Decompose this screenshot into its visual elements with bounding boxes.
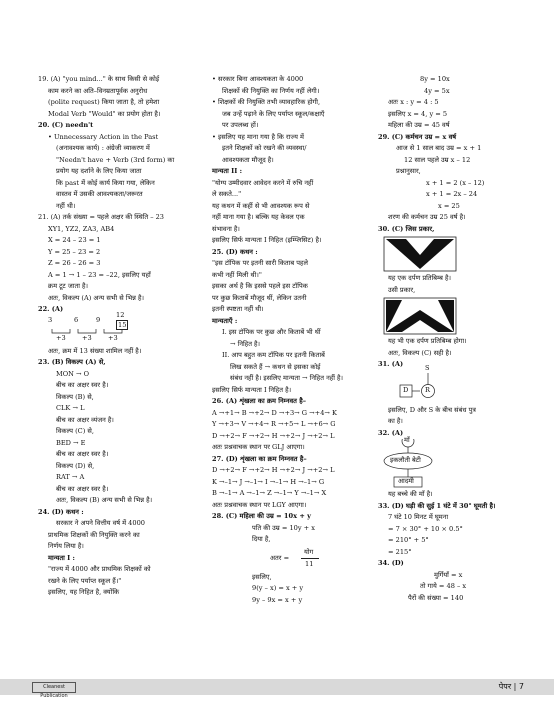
text-line: अतः प्रश्नवाचक स्थान पर LGY आएगा।: [212, 500, 307, 509]
text-line: x + 1 = 2 (x – 12): [426, 178, 485, 187]
text-line: बीच का अक्षर व्यंजन है।: [56, 415, 114, 424]
series-diff: +3: [82, 333, 92, 342]
text-line: Y →+3→ V →+4→ R →+5→ L →+6→ G: [212, 420, 336, 428]
question-heading: 24. (D) कथन :: [38, 507, 84, 516]
fraction: [270, 546, 362, 572]
text-line: प्रयोग यह दर्शाने के लिए किया जाता: [56, 167, 142, 175]
text-line: रखने के लिए पर्याप्त स्कूल हैं।": [48, 576, 122, 585]
text-line: इसलिए सिर्फ मान्यता I निहित (इम्प्लिसिट) है।: [212, 236, 322, 244]
text-line: आज से 1 साल बाद उम्र = x + 1: [396, 144, 482, 152]
text-line: = 7 × 30° + 10 × 0.5°: [388, 524, 463, 533]
subheading: मान्यताएँ :: [212, 316, 238, 325]
text-line: = 215°: [388, 547, 412, 556]
text-line: इसलिए, यह निहित है, क्योंकि: [48, 588, 120, 596]
question-heading: 27. (D) शृंखला का क्रम निम्नवत है–: [212, 454, 307, 463]
mirror-figure-1-svg: [378, 235, 518, 273]
text-line: विकल्प (B) से,: [56, 392, 94, 401]
series-diff: +3: [56, 333, 66, 342]
text-line: संभावना है।: [212, 224, 240, 233]
text-line: शिक्षकों की नियुक्ति का निर्णय नहीं लेगी।: [222, 86, 320, 95]
family-node-d: D: [403, 385, 409, 394]
question-heading: 26. (A) शृंखला का क्रम निम्नवत है–: [212, 397, 307, 405]
fraction-denominator: 11: [305, 559, 314, 568]
text-line: इसलिए सिर्फ मान्यता I निहित है।: [212, 385, 292, 394]
page-footer: [0, 679, 554, 699]
text-line: यह एक दर्पण प्रतिबिम्ब है।: [388, 274, 452, 282]
text-line: बीच का अक्षर स्वर है।: [56, 450, 109, 458]
family-node-mother: माँ: [404, 436, 410, 444]
series-diff: +3: [108, 333, 118, 342]
text-line: A = 1 → 1 – 23 = –22, इसलिए यहाँ: [48, 270, 151, 279]
series-boxed-number: 15: [118, 320, 127, 329]
text-line: • इसलिए यह माना गया है कि राज्य में: [212, 132, 304, 141]
text-line: (अनावश्यक कार्य) : अंग्रेजी व्याकरण में: [56, 144, 150, 152]
text-line: K →–1→ J →–1→ I →–1→ H →–1→ G: [212, 477, 325, 486]
text-line: इतने शिक्षकों को रखने की व्यवस्था/: [222, 144, 307, 152]
text-line: इसलिए, D और S के बीच संबंध पुत्र: [388, 405, 476, 414]
text-line: इतनी स्पष्टता नहीं थी।: [212, 305, 264, 313]
text-line: 9y – 9x = x + y: [252, 595, 303, 604]
text-line: आवश्यकता मौजूद है।: [222, 155, 274, 164]
text-line: क्रम टूट जाता है।: [48, 282, 89, 290]
question-heading: 31. (A): [378, 360, 404, 368]
mirror-figure-1: [378, 235, 520, 273]
text-line: कि past में कोई कार्य किया गया, लेकिन: [56, 178, 155, 187]
text-line: 21. (A) तर्क संख्या = पहले अक्षर की स्थिति – 23: [38, 213, 165, 221]
question-heading: 23. (B) विकल्प (A) से,: [38, 358, 106, 366]
text-line: कभी नहीं मिली थी।": [212, 270, 262, 279]
text-line: यह कथन में कहीं से भी आवश्यक रूप से: [212, 201, 310, 210]
question-heading: 22. (A): [38, 305, 64, 313]
text-line: संबंध नहीं है। इसलिए मान्यता → निहित नहीं है।: [230, 374, 344, 382]
text-line: XY1, YZ2, ZA3, AB4: [48, 224, 115, 233]
text-line: CLK → L: [56, 404, 85, 412]
series-number: 9: [96, 315, 101, 324]
text-line: "राज्य में 4000 और प्राथमिक शिक्षकों को: [48, 565, 151, 573]
family-tree-31-svg: [378, 371, 518, 405]
text-line: (polite request) किया जाता है, तो हमेशा: [48, 98, 160, 106]
text-line: • शिक्षकों की नियुक्ति तभी व्यावहारिक होगी,: [212, 98, 321, 106]
column-3: [378, 74, 520, 604]
text-line: • Unnecessary Action in the Past: [48, 132, 159, 141]
text-line: "योग्य उम्मीदवार आवेदन करने में रुचि नहीं: [212, 178, 314, 187]
question-heading: 25. (D) कथन :: [212, 247, 258, 256]
question-heading: 33. (D) घड़ी की सुई 1 घंटे में 30° घूमती है।: [378, 501, 496, 510]
text-line: ले सकते...": [212, 190, 242, 198]
text-line: बीच का अक्षर स्वर है।: [56, 484, 109, 493]
text-line: नहीं माना गया है। बल्कि यह केवल एक: [212, 213, 305, 221]
text-line: RAT → A: [56, 473, 85, 481]
text-line: D →+2→ F →+2→ H →+2→ J →+2→ L: [212, 466, 335, 474]
subheading: मान्यता I :: [48, 553, 75, 562]
text-line: • सरकार बिना आवश्यकता के 4000: [212, 75, 304, 83]
text-line: इसका अर्थ है कि इससे पहले इस टॉपिक: [212, 282, 308, 290]
text-line: अतः, विकल्प (C) सही है।: [388, 348, 452, 357]
text-line: 12 साल पहले उम्र x – 12: [404, 155, 471, 164]
text-line: पर कुछ किताबें मौजूद थीं, लेकिन उतनी: [212, 293, 307, 302]
text-line: "इस टॉपिक पर इतनी सारी किताब पहले: [212, 259, 308, 267]
series-diagram: [48, 310, 193, 346]
text-line: निर्णय लिया है।: [48, 542, 84, 550]
family-node-r: R: [425, 385, 430, 394]
text-line: 8y = 10x: [420, 75, 450, 83]
family-tree-32: [378, 436, 520, 489]
text-line: B →–1→ A →–1→ Z →–1→ Y →–1→ X: [212, 489, 327, 497]
series-number: 3: [48, 315, 53, 324]
text-line: I. इस टॉपिक पर कुछ और किताबें भी थीं: [222, 328, 321, 336]
fraction-numerator: योग: [304, 547, 314, 556]
text-line: X = 24 – 23 = 1: [48, 236, 101, 244]
question-heading: 28. (C) महिला की उम्र = 10x + y: [212, 512, 311, 520]
text-line: MON → O: [56, 369, 90, 378]
text-line: नहीं थी।: [56, 201, 76, 210]
column-1: [38, 74, 193, 599]
text-line: A →+1→ B →+2→ D →+3→ G →+4→ K: [212, 408, 337, 417]
text-line: दिया है,: [252, 535, 271, 543]
text-line: II. आप बहुत कम टॉपिक पर इतनी किताबें: [222, 351, 325, 359]
text-line: का है।: [388, 417, 403, 425]
family-node-only-daughter: इकलौती बेटी: [390, 456, 421, 464]
subheading: मान्यता II :: [212, 167, 243, 175]
question-heading: 34. (D): [378, 559, 404, 567]
text-line: पति की उम्र = 10y + x: [252, 523, 315, 532]
text-line: उसी प्रकार,: [388, 285, 416, 294]
text-line: यह भी एक दर्पण प्रतिबिम्ब होगा।: [388, 337, 467, 345]
text-line: लिख सकते हैं → कथन से इसका कोई: [230, 362, 321, 371]
series-number: 12: [116, 310, 125, 319]
page-number: पेपर | 7: [498, 682, 524, 691]
text-line: अतः, क्रम में 13 संख्या शामिल नहीं है।: [48, 346, 142, 355]
text-line: BED → E: [56, 438, 86, 447]
text-line: प्रश्नानुसार,: [396, 167, 421, 175]
question-heading: 32. (A): [378, 428, 404, 437]
text-line: जब उन्हें पढ़ाने के लिए पर्याप्त स्कूल/कक्षाएँ: [222, 109, 325, 118]
text-line: 9(y – x) = x + y: [252, 584, 304, 592]
text-line: मुर्गियाँ = x: [434, 570, 463, 579]
text-line: इसलिए,: [252, 572, 272, 581]
text-line: D →+2→ F →+2→ H →+2→ J →+2→ L: [212, 431, 335, 440]
text-line: → निहित है।: [230, 339, 261, 348]
column-2: [212, 74, 362, 606]
text-line: प्राथमिक शिक्षकों की नियुक्ति करने का: [48, 530, 140, 539]
text-line: तो गाये = 48 – x: [420, 582, 467, 590]
fraction-left: अतर =: [270, 553, 290, 562]
family-node-s: S: [425, 363, 430, 372]
text-line: अतः, विकल्प (B) अन्य सभी से भिन्न है।: [56, 496, 153, 504]
text-line: यह बच्चे की माँ है।: [388, 490, 433, 498]
text-line: काम करने का अति–विनम्रतापूर्वक अनुरोध: [48, 86, 148, 95]
mirror-figure-2-svg: [378, 296, 518, 336]
text-line: 19. (A) "you mind..." के साथ किसी से कोई: [38, 75, 160, 83]
text-line: इसलिए x = 4, y = 5: [388, 109, 448, 118]
question-heading: 20. (C) needn't: [38, 121, 94, 129]
text-line: पर उपलब्ध हों।: [222, 121, 259, 129]
text-line: बीच का अक्षर स्वर है।: [56, 381, 109, 389]
publisher-logo: Cleanest Publication: [32, 682, 76, 693]
text-line: Z = 26 – 26 = 3: [48, 259, 101, 267]
text-line: पैरों की संख्या = 140: [408, 593, 464, 602]
text-line: 4y = 5x: [424, 86, 450, 95]
text-line: x = 25: [438, 201, 460, 210]
text-line: "Needn't have + Verb (3rd form) का: [56, 155, 175, 164]
text-line: Modal Verb "Would" का प्रयोग होता है।: [48, 109, 161, 118]
text-line: = 210° + 5°: [388, 536, 429, 544]
mirror-figure-2: [378, 296, 520, 336]
family-node-man: आदमी: [398, 477, 414, 485]
text-line: अतः प्रश्नवाचक स्थान पर GLJ आएगा।: [212, 443, 305, 451]
text-line: सरकार ने अपने वित्तीय वर्ष में 4000: [56, 519, 145, 527]
text-line: शरण की कर्मचन उम्र 25 वर्ष है।: [388, 213, 466, 221]
text-line: महिला की उम्र = 45 वर्ष: [388, 121, 450, 129]
text-line: विकल्प (C) से,: [56, 427, 94, 435]
series-number: 6: [74, 315, 79, 324]
text-line: x + 1 = 2x – 24: [426, 190, 478, 198]
question-heading: 29. (C) कर्मचन उम्र = x वर्ष: [378, 132, 457, 141]
text-line: अतः, विकल्प (A) अन्य सभी से भिन्न है।: [48, 293, 144, 302]
text-line: 7 घंटे 10 मिनट में घूमना: [388, 513, 449, 521]
text-line: अतः x : y = 4 : 5: [388, 98, 439, 106]
text-line: Y = 25 – 23 = 2: [48, 247, 101, 256]
text-line: विकल्प (D) से,: [56, 461, 95, 470]
text-line: वास्तव में उसकी आवश्यकता/जरूरत: [56, 190, 143, 198]
question-heading: 30. (C) जिस प्रकार,: [378, 224, 435, 233]
